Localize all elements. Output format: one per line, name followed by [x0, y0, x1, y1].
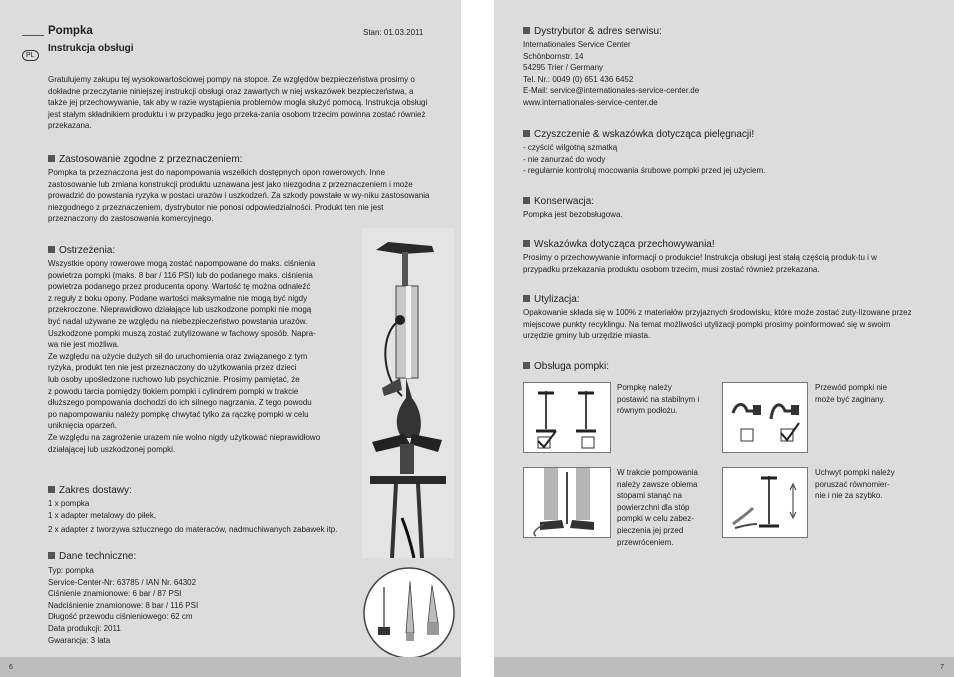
address-line: Internationales Service Center [523, 40, 631, 49]
distributor-heading: Dystrybutor & adres serwisu: [523, 26, 662, 37]
adapters-illustration [362, 563, 456, 663]
gutter [461, 0, 494, 677]
page-number: 7 [940, 664, 944, 671]
email-link[interactable]: E-Mail: service@internationales-service-center.de [523, 86, 700, 96]
heading-square [523, 130, 530, 137]
caption-feet-on-base: W trakcie pompowania należy zawsze obiema stopami stanąć na powierzchni dla stóp pompki w celu zabez- pieczenia jej przed przewróceniem. [617, 468, 698, 547]
list-item: Typ: pompka [48, 566, 94, 575]
tech-list [48, 565, 308, 646]
cleaning-heading: Czyszczenie & wskazówka dotycząca pielęgnacji! [523, 129, 754, 140]
page-number: 6 [9, 664, 13, 671]
cleaning-list [523, 142, 923, 177]
pump-illustration [362, 228, 454, 558]
language-badge: PL [22, 44, 39, 62]
list-item: Service-Center-Nr: 63785 / IAN Nr. 64302 [48, 577, 197, 587]
storage-text: Prosimy o przechowywanie informacji o produkcie! Instrukcja obsługi jest stałą częścią produk-tu i w przypadku przekazania produktu osobom trzecim, musi zostać również przekazana. [523, 253, 877, 274]
bottom-bar [494, 657, 954, 677]
figure-stable-ground [523, 382, 611, 453]
heading-square [523, 240, 530, 247]
list-item: 1 x pompka [48, 499, 90, 508]
caption-even-strokes: Uchwyt pompki należy poruszać równomier- nie i nie za szybko. [815, 468, 895, 501]
figure-even-strokes [722, 467, 808, 538]
usage-heading: Zastosowanie zgodne z przeznaczeniem: [48, 154, 242, 165]
heading-square [48, 552, 55, 559]
list-item: 2 x adapter z tworzywa sztucznego do materaców, nadmuchiwanych zabawek itp. [48, 525, 338, 535]
figure-feet-on-base [523, 467, 611, 538]
caption-stable-ground: Pompkę należy postawić na stabilnym i równym podłożu. [617, 383, 700, 416]
list-item: Gwarancja: 3 lata [48, 635, 111, 645]
title-rule [22, 35, 44, 36]
heading-square [523, 295, 530, 302]
scope-heading: Zakres dostawy: [48, 485, 132, 496]
figure-hose-kink [722, 382, 808, 453]
list-item: - regularnie kontroluj mocowania śrubowe pompki przed jej użyciem. [523, 166, 766, 176]
heading-square [48, 486, 55, 493]
usage-paragraph: Pompka ta przeznaczona jest do napompowania wszelkich dostępnych opon rowerowych. Inne zastosowanie lub zmiana konstrukcji produktu uznawana jest jako niezgodna z przeznaczeniem i może prowadzić do powstania ryzyka w postaci urazów i uszkodzeń. Za szkody powstałe w wy-niku zastosowania niezgodnego z przeznaczeniem, dystrybutor nie ponosi odpowiedzialności. Produkt ten nie jest przeznaczony do zastosowania komercyjnego. [48, 168, 430, 224]
list-item: Nadciśnienie znamionowe: 8 bar / 116 PSI [48, 600, 199, 610]
list-item: - czyścić wilgotną szmatką [523, 143, 618, 152]
storage-heading: Wskazówka dotycząca przechowywania! [523, 239, 715, 250]
disposal-text: Opakowanie składa się w 100% z materiałów przyjaznych środowisku, które może zostać zuty-lizowane przez miejscowe punkty recyklingu. Na temat możliwości utylizacji pompki prosimy poinformować się w swoim urzędzie gminy lub urzędzie miasta. [523, 308, 912, 341]
operation-heading: Obsługa pompki: [523, 361, 609, 372]
page-subtitle: Instrukcja obsługi [48, 43, 134, 54]
left-page [0, 0, 461, 677]
address-line: 54295 Trier / Germany [523, 63, 604, 73]
heading-square [48, 246, 55, 253]
intro-paragraph: Gratulujemy zakupu tej wysokowartościowej pompy na stopce. Ze względów bezpieczeństwa prosimy o dokładne przeczytanie niniejszej instrukcji obsługi oraz zawartych w niej wskazówek bezpieczeństwa, a także jej przechowywanie, tak aby w razie wystąpienia problemów mogła służyć pomocą. Instrukcja obsługi jest stałym składnikiem produktu i w przypadku jego przeka-zania osobom trzecim powinna zostać również przekazana. [48, 75, 428, 131]
disposal-heading: Utylizacja: [523, 294, 580, 305]
address-line: Tel. Nr.: 0049 (0) 651 436 6452 [523, 74, 634, 84]
heading-square [523, 362, 530, 369]
heading-square [523, 27, 530, 34]
maintenance-text: Pompka jest bezobsługowa. [523, 210, 623, 219]
heading-square [523, 197, 530, 204]
maintenance-heading: Konserwacja: [523, 196, 594, 207]
right-page [494, 0, 954, 677]
warnings-paragraph: Wszystkie opony rowerowe mogą zostać napompowane do maks. ciśnienia powietrza pompki (maks. 8 bar / 116 PSI) lub do podanego maks. ciśnienia powietrza podanego przez producenta opony. Wartość tę można odnaleźć z reguły z boku opony. Podane wartości maksymalne nie mogą być nigdy przekroczone. Nieprawidłowo działające lub uszkodzone pompki nie mogą być nadal używane ze względu na niebezpieczeństwo powstania urazów. Uszkodzone pompki muszą zostać zutylizowane w fachowy sposób. Napra- wa nie jest możliwa. Ze względu na użycie dużych sił do uruchomienia oraz związanego z tym ryzyka, produkt ten nie jest przeznaczony do użytkowania przez dzieci lub osoby upośledzone ruchowo lub psychicznie. Prosimy pamiętać, że z powodu tarcia pomiędzy tłokiem pompki i cylindrem pompki w trakcie dłuższego pompowania dochodzi do ich silnego nagrzania. Z tego powodu po napompowaniu należy pompkę chwytać tylko za rączkę pompki w celu uniknięcia oparzeń. Ze względu na zagrożenie urazem nie wolno nigdy użytkować nieprawidłowo działającej lub uszkodzonej pompki. [48, 259, 321, 454]
website-link[interactable]: www.internationales-service-center.de [523, 97, 658, 107]
bottom-bar [0, 657, 461, 677]
list-item: Data produkcji: 2011 [48, 623, 121, 633]
list-item: - nie zanurzać do wody [523, 154, 606, 164]
warnings-heading: Ostrzeżenia: [48, 245, 115, 256]
list-item: 1 x adapter metalowy do piłek, [48, 510, 157, 520]
list-item: Ciśnienie znamionowe: 6 bar / 87 PSI [48, 589, 182, 599]
caption-hose-kink: Przewód pompki nie może być zaginany. [815, 383, 888, 404]
list-item: Długość przewodu ciśnieniowego: 62 cm [48, 612, 193, 622]
date-stamp: Stan: 01.03.2011 [363, 28, 424, 37]
heading-square [48, 155, 55, 162]
scope-list [48, 498, 368, 536]
tech-heading: Dane techniczne: [48, 551, 136, 562]
address-line: Schönbornstr. 14 [523, 51, 584, 61]
page-title: Pompka [48, 25, 93, 37]
distributor-address [523, 39, 923, 109]
